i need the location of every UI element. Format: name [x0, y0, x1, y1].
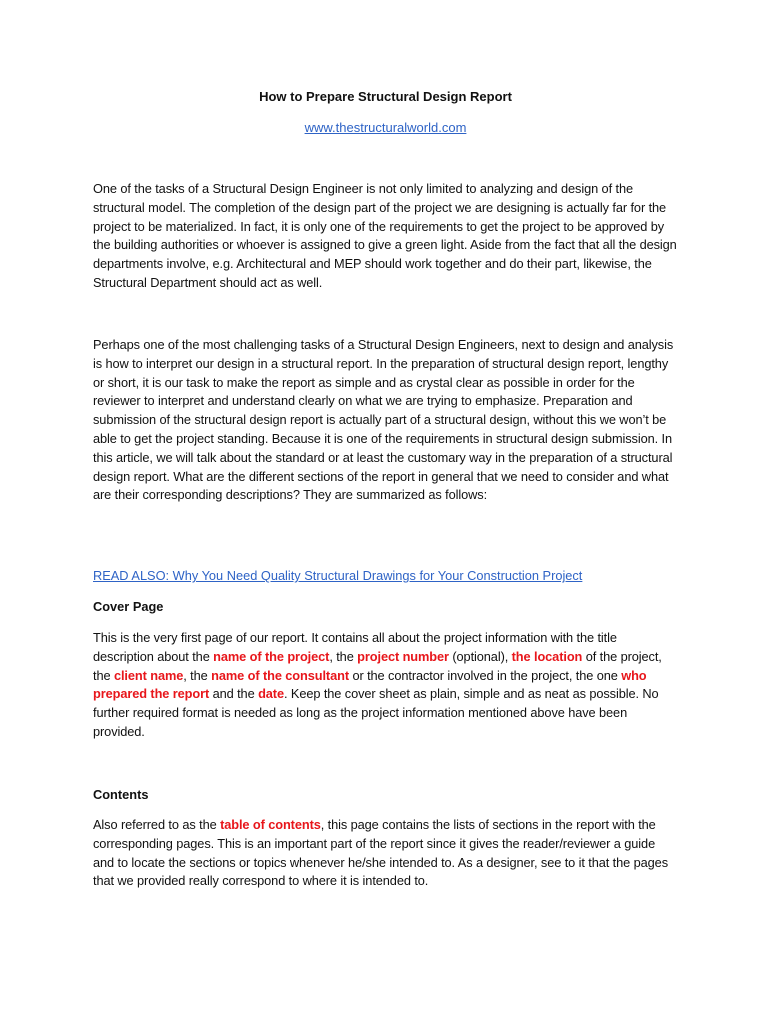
contents-paragraph: [93, 816, 678, 891]
text-segment: Also referred to as the: [93, 817, 221, 832]
website-link[interactable]: www.thestructuralworld.com: [304, 120, 467, 135]
highlight-date: date: [258, 686, 284, 702]
highlight-project-number: project number: [357, 648, 449, 664]
highlight-client-name: client name: [113, 667, 184, 683]
highlight-table-of-contents: table of contents: [220, 817, 321, 832]
highlight-prepared-by: who prepared the report: [93, 667, 647, 702]
text-segment: and the: [209, 686, 259, 702]
text-segment: or the contractor involved in the project, the one: [349, 667, 622, 683]
read-also-link[interactable]: READ ALSO: Why You Need Quality Structural Drawings for Your Construction Project: [93, 568, 583, 583]
text-segment: (optional),: [448, 648, 512, 664]
highlight-name-of-project: name of the project: [213, 648, 330, 664]
text-segment: of the project, the: [93, 648, 662, 683]
text-segment: This is the very first page of our report. It contains all about the project information with the title description about the: [93, 630, 617, 664]
cover-page-paragraph: [93, 629, 678, 742]
contents-heading: Contents: [93, 787, 149, 802]
text-segment: , the: [183, 667, 212, 683]
cover-page-heading: Cover Page: [93, 599, 164, 614]
intro-paragraph: One of the tasks of a Structural Design Engineer is not only limited to analyzing and design of the structural model. The completion of the design part of the project we are designing is actually far for the project to be materialized. In fact, it is only one of the requirements to get the project to be approved by the building authorities or whoever is assigned to give a green light. Aside from the fact that all the design departments involve, e.g. Architectural and MEP should work together and do their part, likewise, the Structural Department should act as well.: [93, 181, 677, 290]
document-title: How to Prepare Structural Design Report: [259, 89, 512, 104]
text-segment: , the: [329, 648, 358, 664]
highlight-consultant: name of the consultant: [211, 667, 349, 683]
text-segment: , this page contains the lists of sections in the report with the corresponding pages. This is an important part of the report since it gives the reader/reviewer a guide and to locate the sections or topics whenever he/she intended to. As a designer, see to it that the pages that we provided really correspond to where it is intended to.: [93, 817, 668, 889]
text-segment: . Keep the cover sheet as plain, simple and as neat as possible. No further required format is needed as long as the project information mentioned above have been provided.: [93, 686, 659, 739]
highlight-location: the location: [511, 648, 583, 664]
second-paragraph: Perhaps one of the most challenging tasks of a Structural Design Engineers, next to design and analysis is how to interpret our design in a structural report. In the preparation of structural design report, lengthy or short, it is our task to make the report as simple and as crystal clear as possible in order for the reviewer to interpret and understand clearly on what we are trying to emphasize. Preparation and submission of the structural design report is actually part of a structural design, without this we won’t be able to get the project standing. Because it is one of the requirements in structural design submission. In this article, we will talk about the standard or at least the customary way in the preparation of a structural design report. What are the different sections of the report in general that we need to consider and what are their corresponding descriptions? They are summarized as follows:: [93, 337, 674, 503]
